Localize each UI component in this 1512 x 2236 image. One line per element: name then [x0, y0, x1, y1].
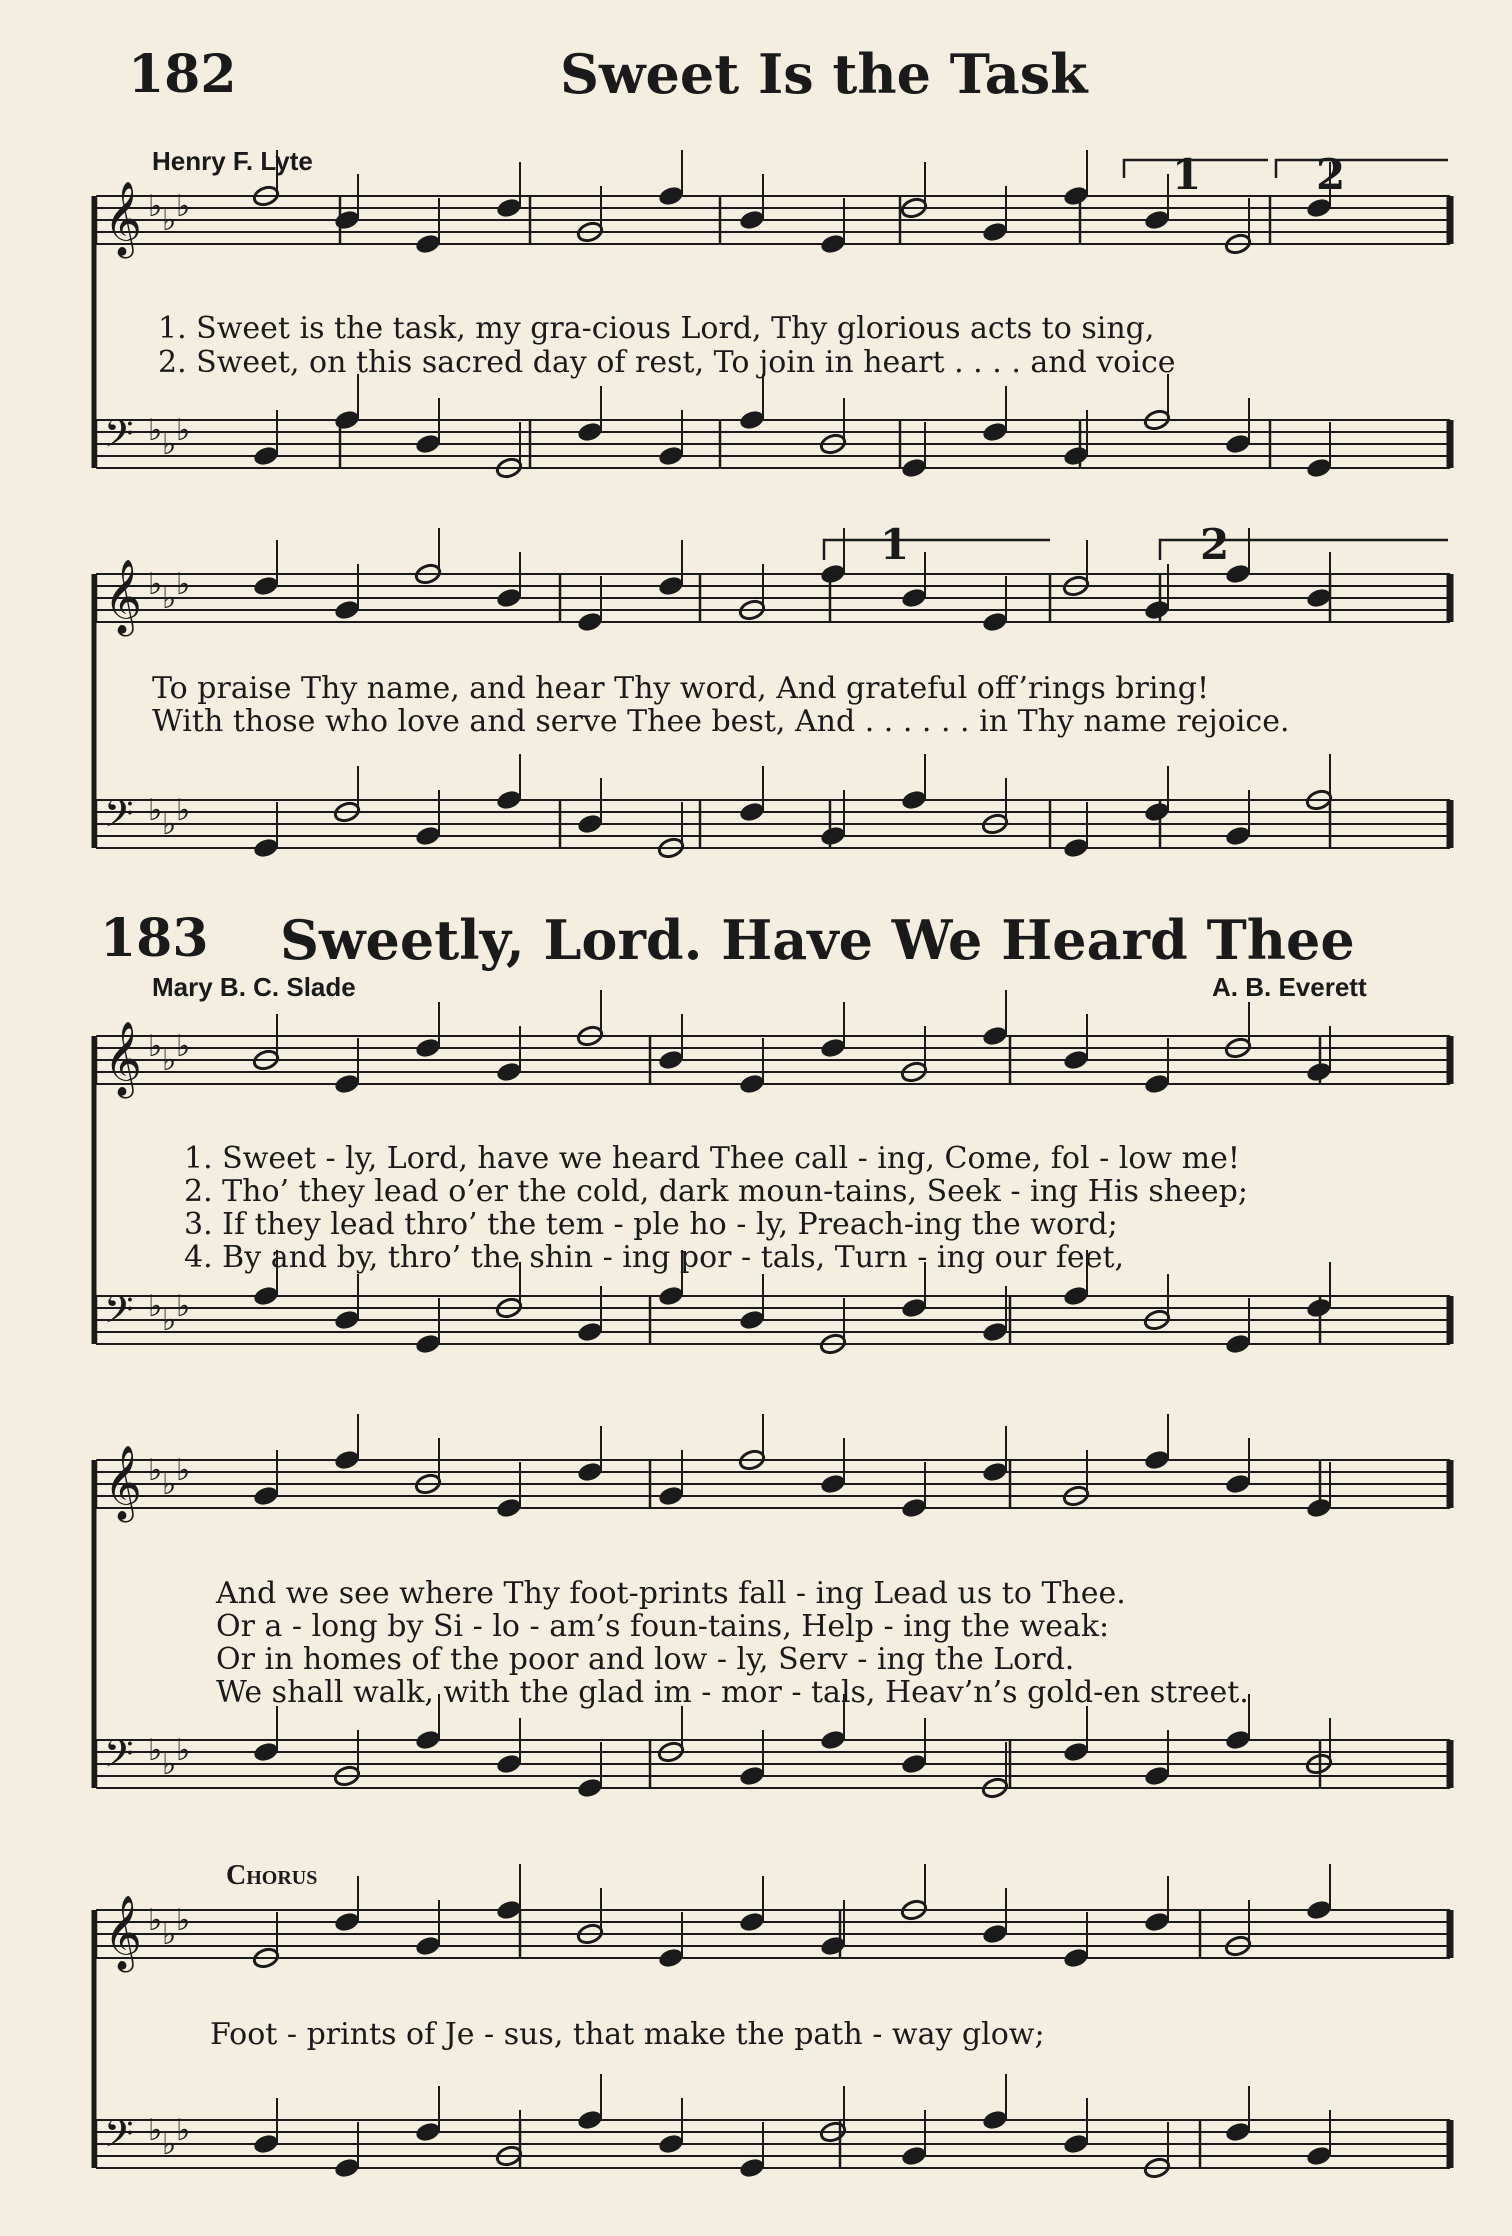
flat-icon: ♭ — [148, 413, 163, 448]
hymn-183-chorus-line: Foot - prints of Je - sus, that make the path - way glow; — [210, 2017, 1045, 2052]
note-head-icon — [333, 2156, 361, 2179]
note-head-icon — [657, 1484, 685, 1507]
note-head-icon — [738, 800, 766, 823]
hymn-183-refrain-2: Or a - long by Si - lo - am’s foun-tains, Help - ing the weak: — [216, 1609, 1110, 1644]
note-head-icon — [1062, 2132, 1090, 2155]
note-head-icon — [657, 1284, 685, 1307]
flat-icon: ♭ — [176, 413, 191, 448]
flat-icon: ♭ — [148, 1029, 163, 1064]
ending-bracket-2 — [1276, 160, 1448, 178]
note-head-icon — [1143, 208, 1171, 231]
flat-icon: ♭ — [148, 567, 163, 602]
flat-icon: ♭ — [148, 1289, 163, 1324]
note-head-icon — [738, 1308, 766, 1331]
hymn-183-author: Mary B. C. Slade — [152, 972, 356, 1002]
note-head-icon — [981, 1922, 1009, 1945]
flat-icon: ♭ — [148, 189, 163, 224]
flat-icon: ♭ — [176, 567, 191, 602]
note-head-icon — [1062, 444, 1090, 467]
hymn-183-verse-4: 4. By and by, thro’ the shin - ing por - tals, Turn - ing our feet, — [184, 1240, 1125, 1275]
note-head-icon — [252, 836, 280, 859]
note-head-icon — [414, 1332, 442, 1355]
hymn-183-refrain-3: Or in homes of the poor and low - ly, Serv - ing the Lord. — [216, 1642, 1075, 1677]
flat-icon: ♭ — [148, 1453, 163, 1488]
note-head-icon — [657, 2132, 685, 2155]
note-head-icon — [495, 1752, 523, 1775]
bass-clef-icon: 𝄢 — [104, 2111, 134, 2165]
note-head-icon — [1143, 598, 1171, 621]
bass-clef-icon: 𝄢 — [104, 411, 134, 465]
treble-clef-icon: 𝄞 — [104, 1896, 142, 1970]
ending-2-label-sys2: 2 — [1200, 520, 1230, 569]
note-head-icon — [333, 208, 361, 231]
flat-icon: ♭ — [176, 793, 191, 828]
staff-lines — [94, 160, 1450, 2168]
note-head-icon — [1143, 1072, 1171, 1095]
flat-icon: ♭ — [176, 1453, 191, 1488]
flat-icon: ♭ — [148, 793, 163, 828]
note-head-icon — [576, 1320, 604, 1343]
note-head-icon — [738, 1910, 766, 1933]
note-head-icon — [738, 408, 766, 431]
note-head-icon — [1224, 2120, 1252, 2143]
note-head-icon — [1143, 1910, 1171, 1933]
ending-bracket-1 — [1124, 160, 1268, 178]
flat-icon: ♭ — [148, 1903, 163, 1938]
hymn-182-author: Henry F. Lyte — [152, 146, 313, 176]
note-head-icon — [576, 610, 604, 633]
note-head-icon — [1224, 1332, 1252, 1355]
note-head-icon — [657, 444, 685, 467]
note-head-icon — [738, 208, 766, 231]
hymn-182-title: Sweet Is the Task — [560, 42, 1088, 106]
note-head-icon — [1305, 1898, 1333, 1921]
note-head-icon — [657, 574, 685, 597]
note-head-icon — [981, 1024, 1009, 1047]
note-head-icon — [981, 610, 1009, 633]
note-head-icon — [333, 598, 361, 621]
note-head-icon — [657, 1946, 685, 1969]
note-head-icon — [819, 1472, 847, 1495]
note-head-icon — [981, 2108, 1009, 2131]
flat-icon: ♭ — [162, 1467, 177, 1502]
note-head-icon — [738, 1072, 766, 1095]
flat-icon: ♭ — [162, 2127, 177, 2162]
note-head-icon — [1062, 1048, 1090, 1071]
note-head-icon — [495, 1060, 523, 1083]
note-head-icon — [414, 1934, 442, 1957]
note-head-icon — [900, 456, 928, 479]
hymn-183-refrain-4: We shall walk, with the glad im - mor - tals, Heav’n’s gold-en street. — [216, 1675, 1249, 1710]
note-head-icon — [495, 196, 523, 219]
note-head-icon — [900, 1296, 928, 1319]
treble-clef-icon: 𝄞 — [104, 1446, 142, 1520]
note-head-icon — [738, 2156, 766, 2179]
note-head-icon — [1224, 824, 1252, 847]
note-head-icon — [495, 586, 523, 609]
note-head-icon — [333, 408, 361, 431]
flat-icon: ♭ — [176, 1903, 191, 1938]
hymn-183-refrain-1: And we see where Thy foot-prints fall - ing Lead us to Thee. — [216, 1576, 1126, 1611]
note-head-icon — [900, 788, 928, 811]
note-head-icon — [333, 1308, 361, 1331]
ending-2-label: 2 — [1316, 150, 1346, 199]
note-head-icon — [252, 574, 280, 597]
flat-icon: ♭ — [162, 203, 177, 238]
chorus-label: Chorus — [226, 1860, 318, 1891]
note-head-icon — [1143, 800, 1171, 823]
flat-icon: ♭ — [176, 1289, 191, 1324]
note-head-icon — [1224, 432, 1252, 455]
flat-icon: ♭ — [162, 1747, 177, 1782]
note-head-icon — [414, 1728, 442, 1751]
note-head-icon — [1305, 1496, 1333, 1519]
ending-1-label: 1 — [1172, 150, 1202, 199]
note-head-icon — [819, 232, 847, 255]
flat-icon: ♭ — [162, 807, 177, 842]
note-head-icon — [1224, 1472, 1252, 1495]
flat-icon: ♭ — [162, 427, 177, 462]
treble-clef-icon: 𝄞 — [104, 560, 142, 634]
note-head-icon — [252, 2132, 280, 2155]
hymn-182-number: 182 — [128, 44, 237, 105]
note-head-icon — [252, 1284, 280, 1307]
flat-icon: ♭ — [162, 1043, 177, 1078]
note-head-icon — [1305, 1060, 1333, 1083]
note-head-icon — [819, 1728, 847, 1751]
note-head-icon — [900, 2144, 928, 2167]
note-head-icon — [576, 1776, 604, 1799]
note-head-icon — [1062, 836, 1090, 859]
note-head-icon — [1062, 184, 1090, 207]
note-head-icon — [252, 444, 280, 467]
flat-icon: ♭ — [148, 1733, 163, 1768]
note-head-icon — [414, 432, 442, 455]
note-head-icon — [819, 824, 847, 847]
note-head-icon — [495, 1496, 523, 1519]
note-head-icon — [1062, 1284, 1090, 1307]
note-head-icon — [1062, 1740, 1090, 1763]
note-head-icon — [576, 2108, 604, 2131]
note-head-icon — [252, 1740, 280, 1763]
hymn-182-sys1-line1: 1. Sweet is the task, my gra-cious Lord, Thy glorious acts to sing, — [158, 311, 1155, 346]
note-head-icon — [819, 1036, 847, 1059]
note-head-icon — [576, 812, 604, 835]
note-head-icon — [900, 1496, 928, 1519]
note-head-icon — [414, 1036, 442, 1059]
note-head-icon — [1224, 1728, 1252, 1751]
note-head-icon — [657, 184, 685, 207]
note-head-icon — [333, 1910, 361, 1933]
note-head-icon — [576, 1460, 604, 1483]
note-head-icon — [981, 220, 1009, 243]
note-head-icon — [414, 824, 442, 847]
note-head-icon — [333, 1448, 361, 1471]
note-head-icon — [1305, 456, 1333, 479]
flat-icon: ♭ — [176, 189, 191, 224]
note-head-icon — [1305, 2144, 1333, 2167]
flat-icon: ♭ — [162, 581, 177, 616]
ending-1-label-sys2: 1 — [880, 520, 910, 569]
note-head-icon — [738, 1764, 766, 1787]
bass-clef-icon: 𝄢 — [104, 791, 134, 845]
note-head-icon — [900, 586, 928, 609]
hymn-182-sys2-line2: With those who love and serve Thee best, And . . . . . . in Thy name rejoice. — [152, 704, 1290, 739]
note-heads — [252, 150, 1333, 2180]
note-head-icon — [981, 1460, 1009, 1483]
note-head-icon — [1305, 1296, 1333, 1319]
hymn-183-verse-3: 3. If they lead thro’ the tem - ple ho - ly, Preach-ing the word; — [184, 1207, 1118, 1242]
hymn-182-sys2-line1: To praise Thy name, and hear Thy word, And grateful off’rings bring! — [152, 671, 1210, 706]
note-head-icon — [414, 232, 442, 255]
note-head-icon — [495, 788, 523, 811]
note-head-icon — [1062, 1946, 1090, 1969]
ending-bracket-2-sys2 — [1160, 540, 1448, 560]
hymn-183-verse-1: 1. Sweet - ly, Lord, have we heard Thee call - ing, Come, fol - low me! — [184, 1141, 1240, 1176]
note-head-icon — [1305, 196, 1333, 219]
treble-clef-icon: 𝄞 — [104, 182, 142, 256]
flat-icon: ♭ — [176, 1733, 191, 1768]
flat-icon: ♭ — [148, 2113, 163, 2148]
note-head-icon — [333, 1072, 361, 1095]
flat-icon: ♭ — [176, 2113, 191, 2148]
hymn-183-number: 183 — [100, 908, 209, 969]
hymn-183-composer: A. B. Everett — [1212, 972, 1367, 1002]
note-head-icon — [576, 420, 604, 443]
clefs — [104, 182, 190, 2165]
note-head-icon — [900, 1752, 928, 1775]
note-head-icon — [981, 1320, 1009, 1343]
hymn-182-sys1-line2: 2. Sweet, on this sacred day of rest, To join in heart . . . . and voice — [158, 345, 1176, 380]
ending-bracket-1-sys2 — [824, 540, 1050, 560]
hymn-183-title: Sweetly, Lord. Have We Heard Thee — [280, 908, 1355, 972]
note-head-icon — [819, 1934, 847, 1957]
note-head-icon — [252, 1484, 280, 1507]
note-head-icon — [1143, 1764, 1171, 1787]
note-head-icon — [1224, 562, 1252, 585]
flat-icon: ♭ — [162, 1303, 177, 1338]
treble-clef-icon: 𝄞 — [104, 1022, 142, 1096]
flat-icon: ♭ — [176, 1029, 191, 1064]
note-head-icon — [657, 1048, 685, 1071]
note-head-icon — [981, 420, 1009, 443]
bass-clef-icon: 𝄢 — [104, 1731, 134, 1785]
note-head-icon — [414, 2120, 442, 2143]
hymn-183-verse-2: 2. Tho’ they lead o’er the cold, dark moun-tains, Seek - ing His sheep; — [184, 1174, 1248, 1209]
bass-clef-icon: 𝄢 — [104, 1287, 134, 1341]
flat-icon: ♭ — [162, 1917, 177, 1952]
note-head-icon — [819, 562, 847, 585]
note-head-icon — [1143, 1448, 1171, 1471]
